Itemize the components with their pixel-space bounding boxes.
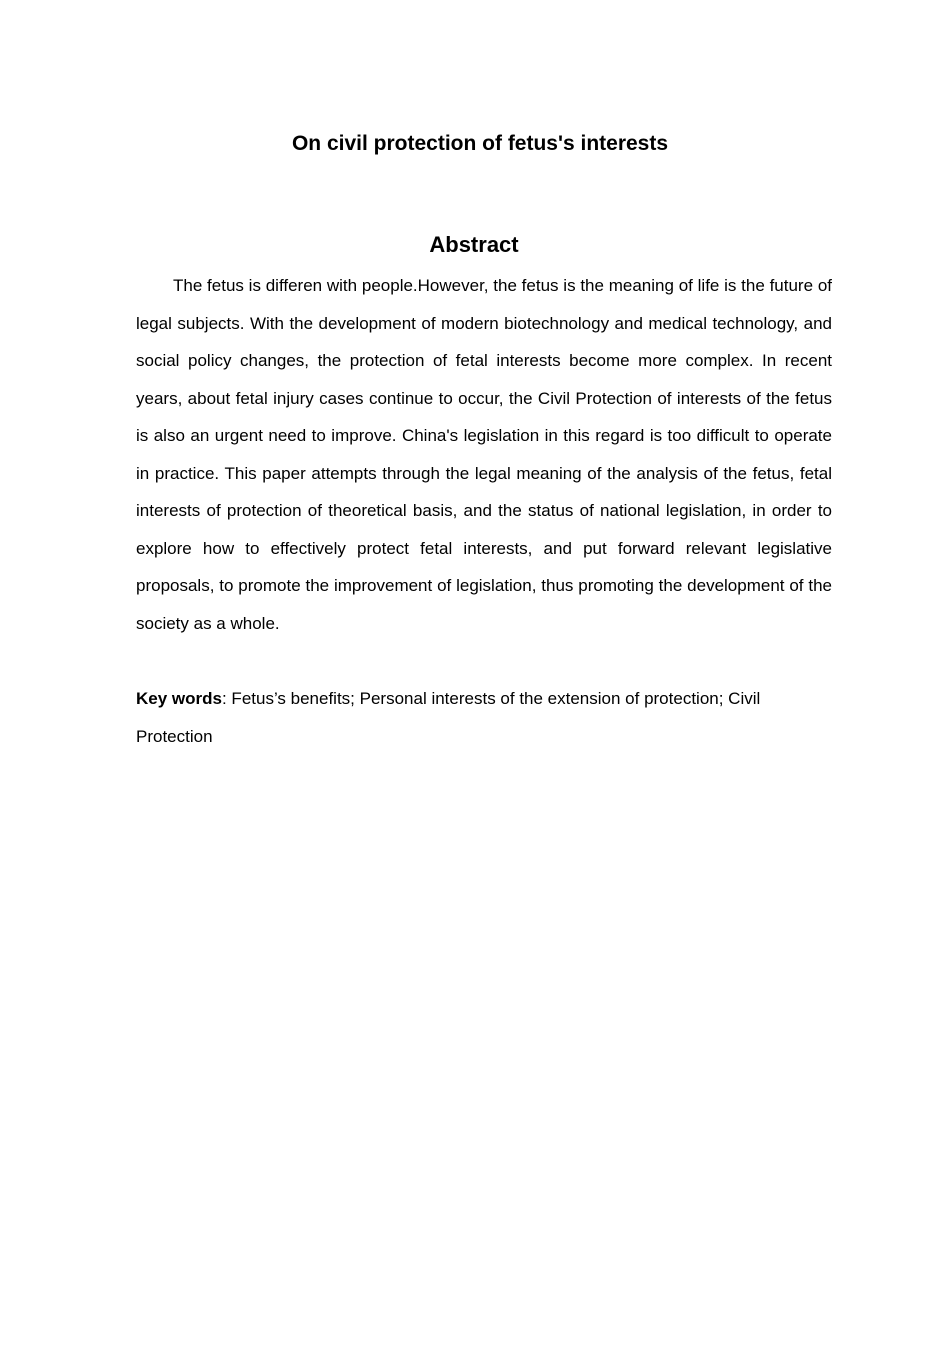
- abstract-text: The fetus is differen with people.However, the fetus is the meaning of life is the future of legal subjects. With the development of modern biotechnology and medical technology, and social policy changes, the protection of fetal interests become more complex. In recent years, about fetal injury cases continue to occur, the Civil Protection of interests of the fetus is also an urgent need to improve. China's legislation in this regard is too difficult to operate in practice. This paper attempts through the legal meaning of the analysis of the fetus, fetal interests of protection of theoretical basis, and the status of national legislation, in order to explore how to effectively protect fetal interests, and put forward relevant legislative proposals, to promote the improvement of legislation, thus promoting the development of the society as a whole.: [136, 276, 832, 633]
- abstract-heading: Abstract: [429, 232, 519, 257]
- keywords-text: : Fetus’s benefits; Personal interests of the extension of protection; Civil Protection: [136, 689, 761, 746]
- document-title: On civil protection of fetus's interests: [291, 132, 669, 155]
- abstract-paragraph: [136, 267, 832, 642]
- keywords-line: [136, 680, 796, 755]
- keywords-label: Key words: [136, 689, 222, 708]
